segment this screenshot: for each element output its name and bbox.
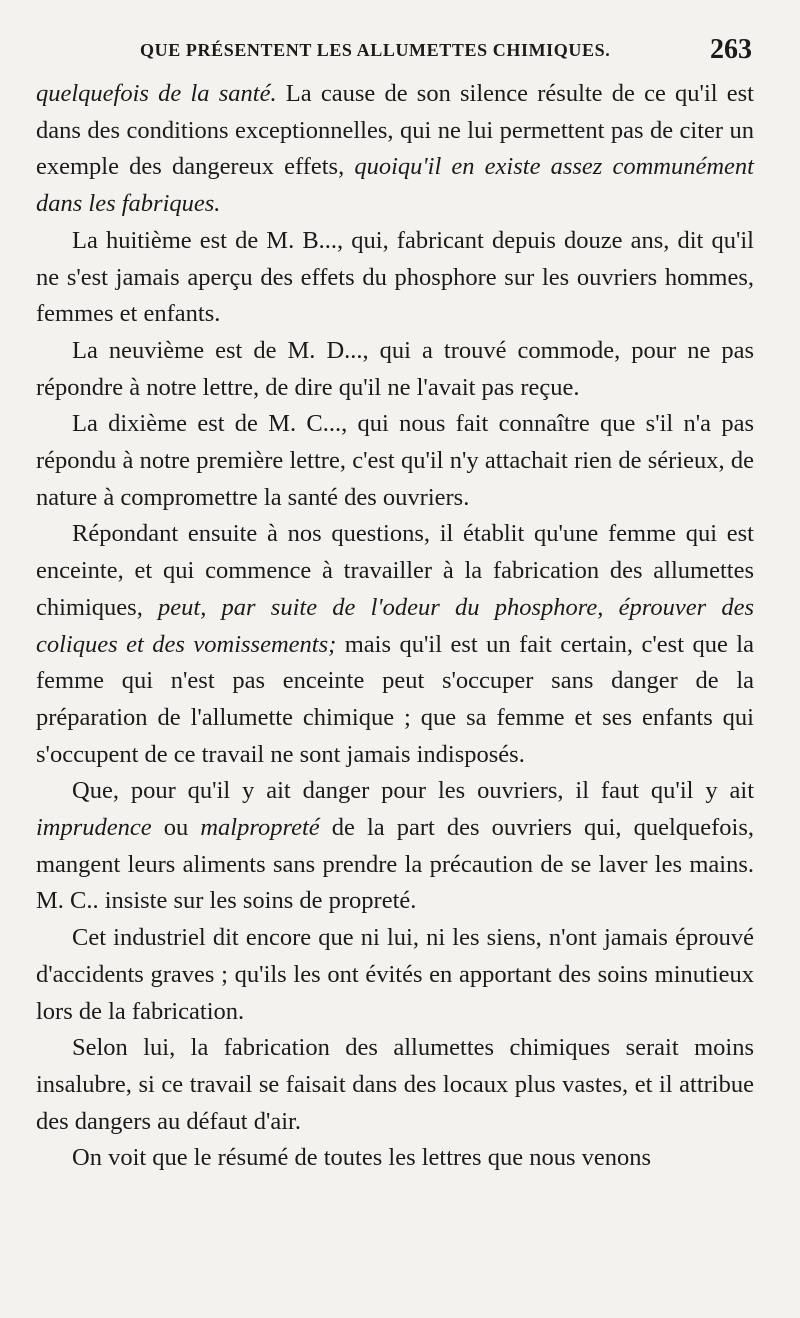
paragraph	[36, 223, 754, 333]
page-number: 263	[710, 34, 752, 65]
text-segment: La neuvième est de M. D..., qui a trouvé commode, pour ne pas répondre à notre lettre, de dire qu'il ne l'avait pas reçue.	[36, 336, 754, 401]
paragraph	[36, 406, 754, 516]
text-segment: imprudence	[36, 814, 152, 842]
running-head: QUE PRÉSENTENT LES ALLUMETTES CHIMIQUES.	[140, 40, 611, 60]
text-segment: mais qu'il est un fait certain, c'est que la femme qui n'est pas enceinte peut s'occuper sans danger de la préparation de l'allumette chimique ; que sa femme et ses enfants qui s'occupent de ce travail ne sont jamais indisposés.	[36, 630, 754, 768]
body-text	[36, 76, 754, 1177]
text-segment: Cet industriel dit encore que ni lui, ni les siens, n'ont jamais éprouvé d'accidents graves ; qu'ils les ont évités en apportant des soins minutieux lors de la fabrication.	[36, 924, 754, 1025]
page-header	[140, 32, 752, 72]
text-segment: de la part des ouvriers qui, quelquefois, mangent leurs aliments sans prendre la précaution de se laver les mains. M. C.. insiste sur les soins de propreté.	[36, 814, 755, 915]
text-segment: malpropreté	[200, 814, 320, 842]
paragraph	[36, 1140, 754, 1177]
paragraph	[36, 76, 754, 223]
text-segment: La huitième est de M. B..., qui, fabricant depuis douze ans, dit qu'il ne s'est jamais aperçu des effets du phosphore sur les ouvriers hommes, femmes et enfants.	[36, 226, 754, 328]
text-segment: quelquefois de la santé.	[36, 80, 277, 107]
text-segment: La cause de son silence résulte de ce qu'il est dans des conditions exceptionnelles, qui ne lui permettent pas de citer un exemple des dangereux effets,	[36, 80, 754, 181]
paragraph	[36, 333, 754, 406]
text-segment: ou	[151, 814, 201, 842]
paragraph	[36, 1030, 754, 1140]
text-segment: quoiqu'il en existe assez communément dans les fabriques.	[36, 153, 754, 218]
paragraph	[36, 773, 754, 920]
text-segment: Selon lui, la fabrication des allumettes chimiques serait moins insalubre, si ce travail se faisait dans des locaux plus vastes, et il attribue des dangers au défaut d'air.	[36, 1034, 754, 1135]
paragraph	[36, 920, 754, 1030]
paragraph	[36, 516, 754, 773]
text-segment: Que, pour qu'il y ait danger pour les ouvriers, il faut qu'il y ait	[72, 777, 754, 805]
text-segment: Répondant ensuite à nos questions, il établit qu'une femme qui est enceinte, et qui commence à travailler à la fabrication des allumettes chimiques,	[36, 520, 754, 621]
text-segment: La dixième est de M. C..., qui nous fait connaître que s'il n'a pas répondu à notre première lettre, c'est qu'il n'y attachait rien de sérieux, de nature à compromettre la santé des ouvriers.	[36, 410, 754, 511]
text-segment: peut, par suite de l'odeur du phosphore, éprouver des coliques et des vomissements;	[36, 593, 754, 658]
text-segment: On voit que le résumé de toutes les lettres que nous venons	[72, 1144, 652, 1172]
